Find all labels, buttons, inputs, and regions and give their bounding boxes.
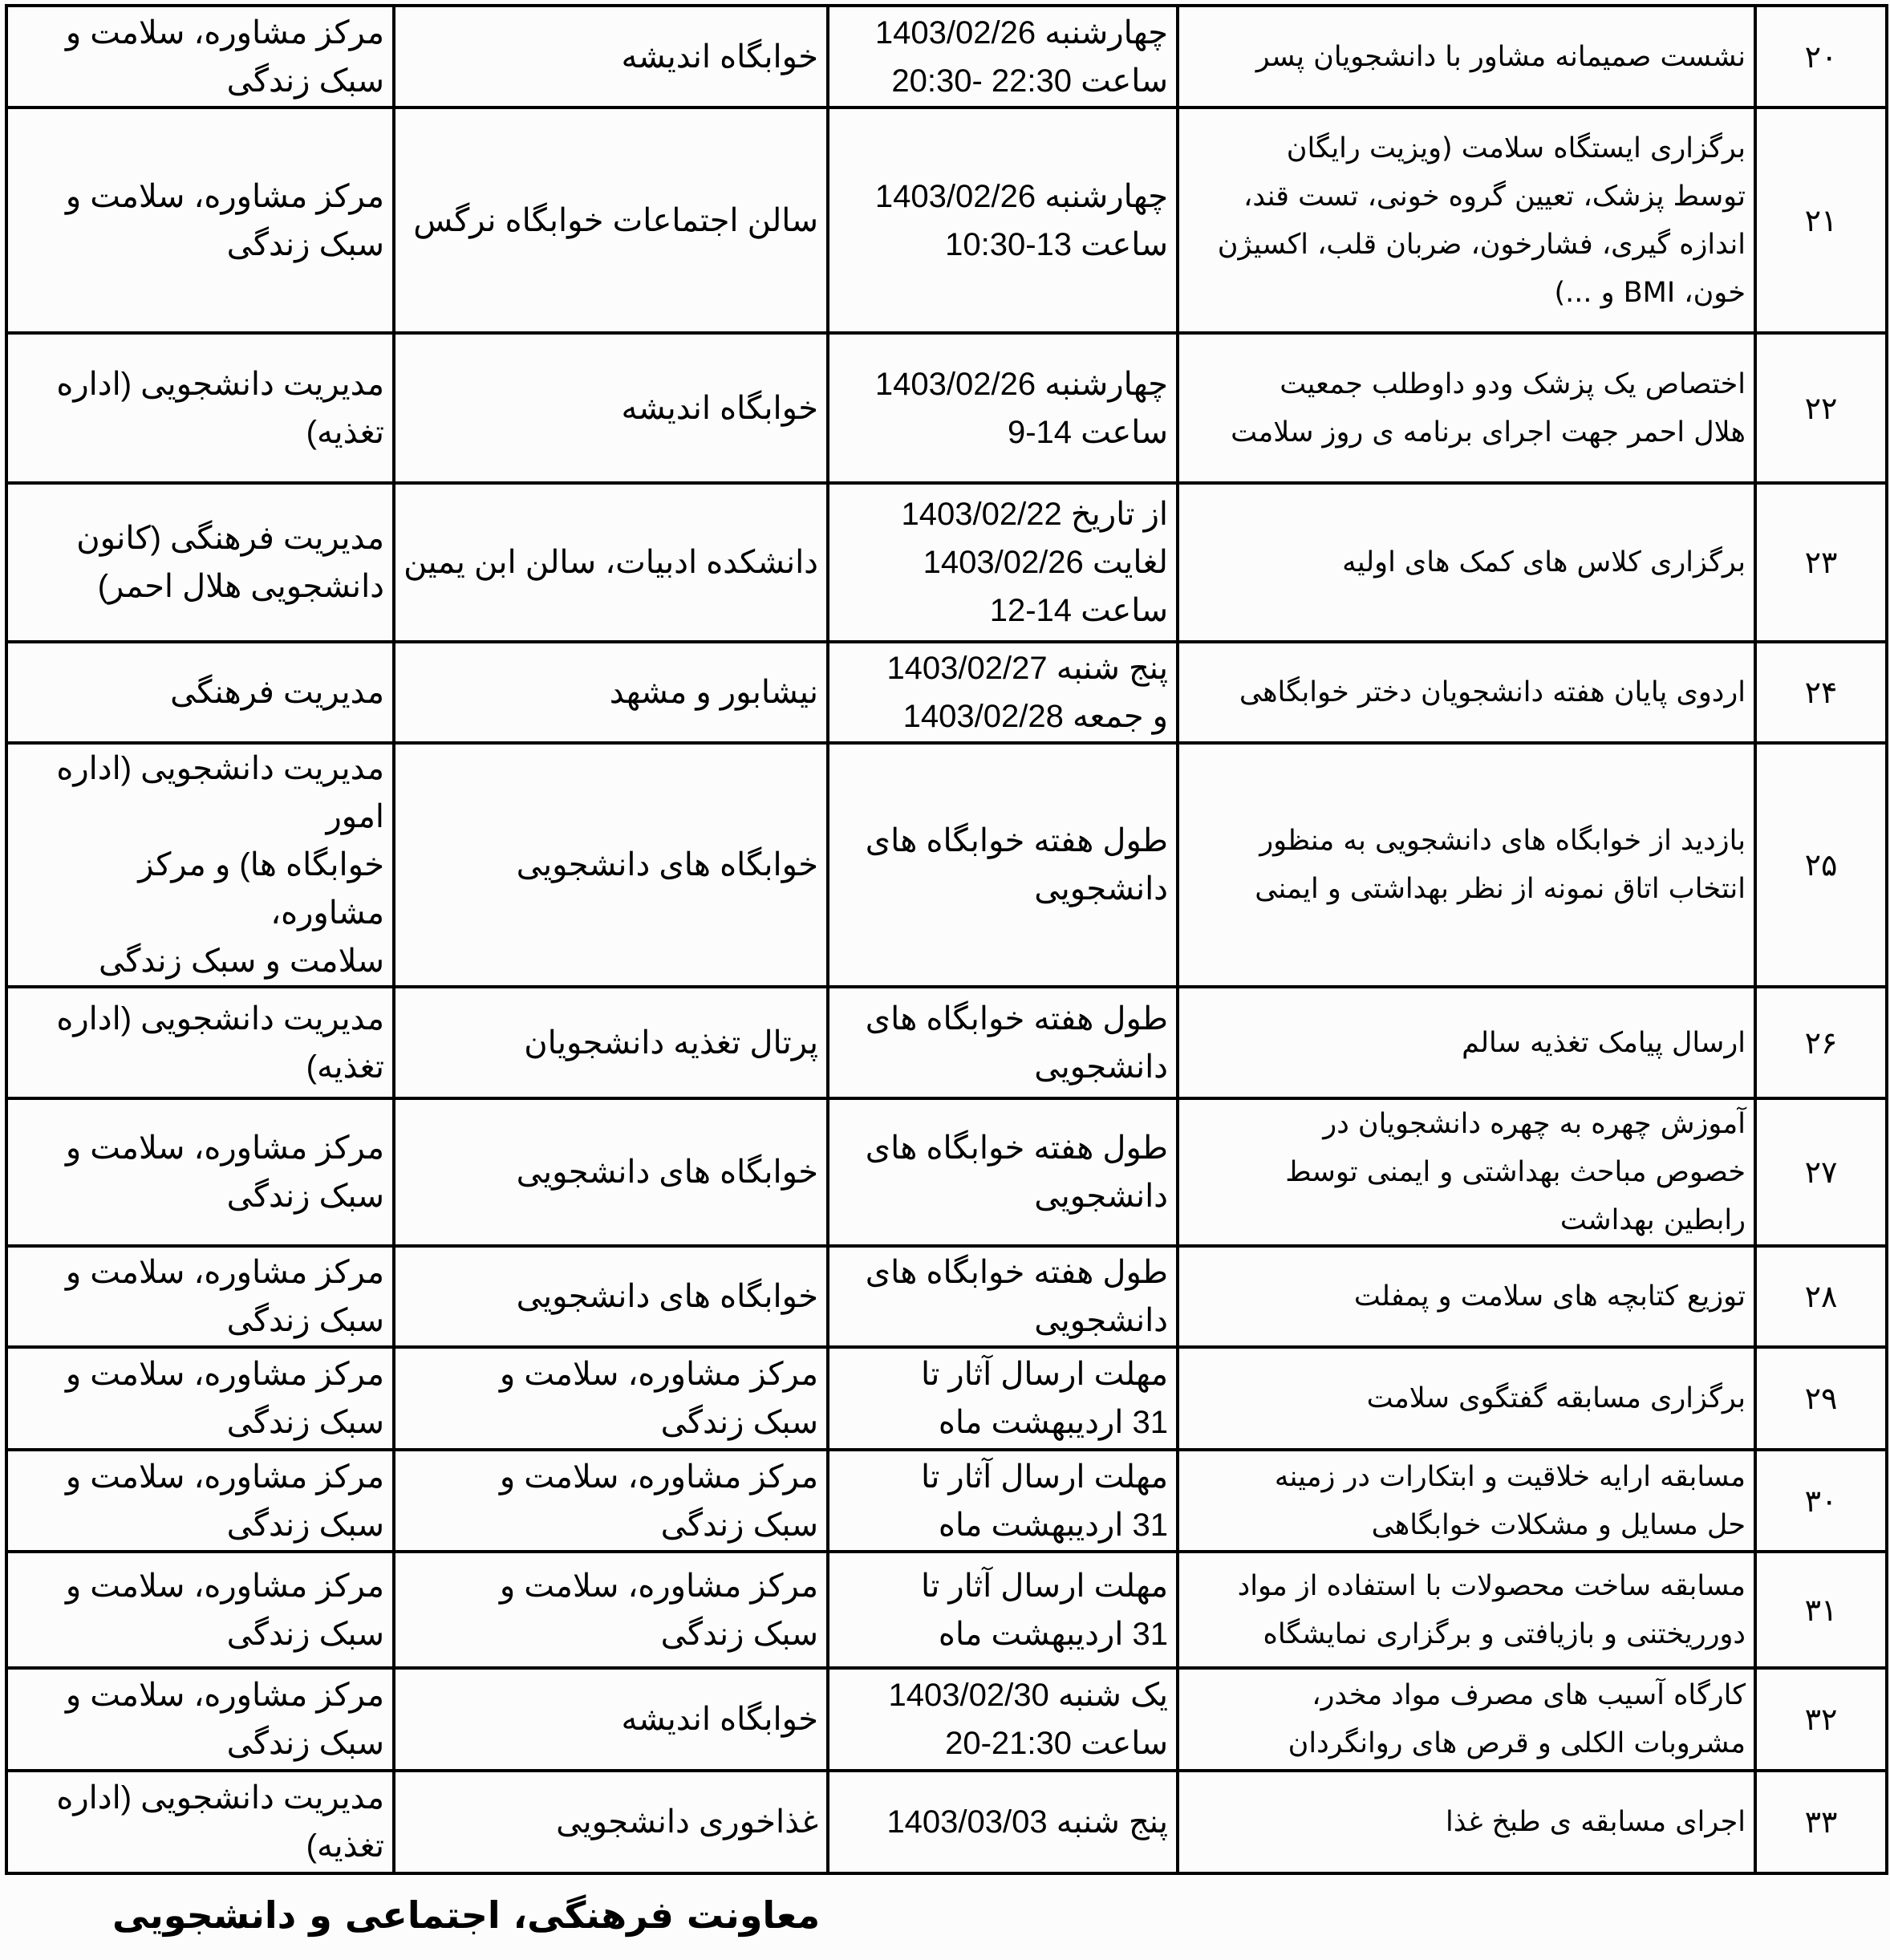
row-number: ۲۰ — [1755, 6, 1887, 108]
activity-organizer: مرکز مشاوره، سلامت و سبک زندگی — [6, 1552, 394, 1668]
row-number: ۳۲ — [1755, 1668, 1887, 1771]
row-number: ۲۱ — [1755, 108, 1887, 333]
table-row — [6, 108, 1887, 333]
activity-title: ارسال پیامک تغذیه سالم — [1178, 987, 1755, 1098]
activity-place: مرکز مشاوره، سلامت و سبک زندگی — [394, 1450, 828, 1552]
row-number: ۳۱ — [1755, 1552, 1887, 1668]
activity-title: توزیع کتابچه های سلامت و پمفلت — [1178, 1246, 1755, 1347]
row-number: ۲۷ — [1755, 1098, 1887, 1246]
table-row — [6, 1668, 1887, 1771]
activity-title: اردوی پایان هفته دانشجویان دختر خوابگاهی — [1178, 642, 1755, 743]
activity-place: غذاخوری دانشجویی — [394, 1771, 828, 1873]
activity-time: طول هفته خوابگاه های دانشجویی — [828, 1246, 1178, 1347]
activity-time: طول هفته خوابگاه های دانشجویی — [828, 1098, 1178, 1246]
activity-organizer: مرکز مشاوره، سلامت و سبک زندگی — [6, 1450, 394, 1552]
row-number: ۳۳ — [1755, 1771, 1887, 1873]
row-number: ۳۰ — [1755, 1450, 1887, 1552]
activity-organizer: مدیریت دانشجویی (اداره تغذیه) — [6, 1771, 394, 1873]
program-table — [5, 4, 1888, 1875]
row-number: ۲۸ — [1755, 1246, 1887, 1347]
table-row — [6, 1098, 1887, 1246]
activity-organizer: مرکز مشاوره، سلامت و سبک زندگی — [6, 6, 394, 108]
activity-time: پنج شنبه 1403/02/27 و جمعه 1403/02/28 — [828, 642, 1178, 743]
activity-time: پنج شنبه 1403/03/03 — [828, 1771, 1178, 1873]
activity-organizer: مرکز مشاوره، سلامت و سبک زندگی — [6, 1668, 394, 1771]
row-number: ۲۴ — [1755, 642, 1887, 743]
table-row — [6, 1552, 1887, 1668]
activity-title: بازدید از خوابگاه های دانشجویی به منظور انتخاب اتاق نمونه از نظر بهداشتی و ایمنی — [1178, 743, 1755, 987]
activity-place: مرکز مشاوره، سلامت و سبک زندگی — [394, 1552, 828, 1668]
activity-place: سالن اجتماعات خوابگاه نرگس — [394, 108, 828, 333]
activity-time: طول هفته خوابگاه های دانشجویی — [828, 987, 1178, 1098]
table-row — [6, 6, 1887, 108]
activity-time: یک شنبه 1403/02/30 ساعت 21:30-20 — [828, 1668, 1178, 1771]
row-number: ۲۲ — [1755, 333, 1887, 483]
activity-title: آموزش چهره به چهره دانشجویان در خصوص مباحث بهداشتی و ایمنی توسط رابطین بهداشت — [1178, 1098, 1755, 1246]
activity-place: خوابگاه اندیشه — [394, 333, 828, 483]
table-row — [6, 642, 1887, 743]
row-number: ۲۹ — [1755, 1347, 1887, 1450]
activity-organizer: مدیریت دانشجویی (اداره تغذیه) — [6, 333, 394, 483]
activity-title: نشست صمیمانه مشاور با دانشجویان پسر — [1178, 6, 1755, 108]
table-row — [6, 1246, 1887, 1347]
activity-title: اختصاص یک پزشک ودو داوطلب جمعیت هلال احمر جهت اجرای برنامه ی روز سلامت — [1178, 333, 1755, 483]
activity-title: برگزاری ایستگاه سلامت (ویزیت رایگان توسط پزشک، تعیین گروه خونی، تست قند، اندازه گیری، فشارخون، ضربان قلب، اکسیژن خون، BMI و ...) — [1178, 108, 1755, 333]
activity-organizer: مرکز مشاوره، سلامت و سبک زندگی — [6, 1246, 394, 1347]
activity-place: نیشابور و مشهد — [394, 642, 828, 743]
table-row — [6, 743, 1887, 987]
activity-place: خوابگاه های دانشجویی — [394, 743, 828, 987]
activity-place: مرکز مشاوره، سلامت و سبک زندگی — [394, 1347, 828, 1450]
activity-time: چهارشنبه 1403/02/26 ساعت 13-10:30 — [828, 108, 1178, 333]
activity-time: چهارشنبه 1403/02/26 ساعت 22:30 -20:30 — [828, 6, 1178, 108]
activity-place: خوابگاه اندیشه — [394, 1668, 828, 1771]
activity-organizer: مدیریت دانشجویی (اداره امور خوابگاه ها) و مرکز مشاوره، سلامت و سبک زندگی — [6, 743, 394, 987]
activity-place: پرتال تغذیه دانشجویان — [394, 987, 828, 1098]
table-row — [6, 1771, 1887, 1873]
activity-title: اجرای مسابقه ی طبخ غذا — [1178, 1771, 1755, 1873]
table-row — [6, 1347, 1887, 1450]
activity-place: خوابگاه های دانشجویی — [394, 1246, 828, 1347]
row-number: ۲۳ — [1755, 483, 1887, 642]
activity-title: مسابقه ارایه خلاقیت و ابتکارات در زمینه حل مسایل و مشکلات خوابگاهی — [1178, 1450, 1755, 1552]
activity-title: برگزاری کلاس های کمک های اولیه — [1178, 483, 1755, 642]
activity-organizer: مدیریت دانشجویی (اداره تغذیه) — [6, 987, 394, 1098]
activity-place: دانشکده ادبیات، سالن ابن یمین — [394, 483, 828, 642]
activity-time: مهلت ارسال آثار تا 31 اردیبهشت ماه — [828, 1347, 1178, 1450]
activity-time: مهلت ارسال آثار تا 31 اردیبهشت ماه — [828, 1450, 1178, 1552]
activity-organizer: مرکز مشاوره، سلامت و سبک زندگی — [6, 1098, 394, 1246]
activity-title: کارگاه آسیب های مصرف مواد مخدر، مشروبات الکلی و قرص های روانگردان — [1178, 1668, 1755, 1771]
activity-time: طول هفته خوابگاه های دانشجویی — [828, 743, 1178, 987]
table-row — [6, 333, 1887, 483]
activity-place: خوابگاه اندیشه — [394, 6, 828, 108]
table-row — [6, 987, 1887, 1098]
activity-time: از تاریخ 1403/02/22 لغایت 1403/02/26 ساعت 14-12 — [828, 483, 1178, 642]
activity-place: خوابگاه های دانشجویی — [394, 1098, 828, 1246]
table-row — [6, 483, 1887, 642]
table-row — [6, 1450, 1887, 1552]
activity-organizer: مرکز مشاوره، سلامت و سبک زندگی — [6, 1347, 394, 1450]
footer-department: معاونت فرهنگی، اجتماعی و دانشجویی — [112, 1893, 821, 1937]
activity-title: برگزاری مسابقه گفتگوی سلامت — [1178, 1347, 1755, 1450]
activity-organizer: مدیریت فرهنگی — [6, 642, 394, 743]
activity-time: چهارشنبه 1403/02/26 ساعت 14-9 — [828, 333, 1178, 483]
activity-time: مهلت ارسال آثار تا 31 اردیبهشت ماه — [828, 1552, 1178, 1668]
row-number: ۲۵ — [1755, 743, 1887, 987]
activity-organizer: مدیریت فرهنگی (کانون دانشجویی هلال احمر) — [6, 483, 394, 642]
activity-organizer: مرکز مشاوره، سلامت و سبک زندگی — [6, 108, 394, 333]
activity-title: مسابقه ساخت محصولات با استفاده از مواد دورریختنی و بازیافتی و برگزاری نمایشگاه — [1178, 1552, 1755, 1668]
row-number: ۲۶ — [1755, 987, 1887, 1098]
